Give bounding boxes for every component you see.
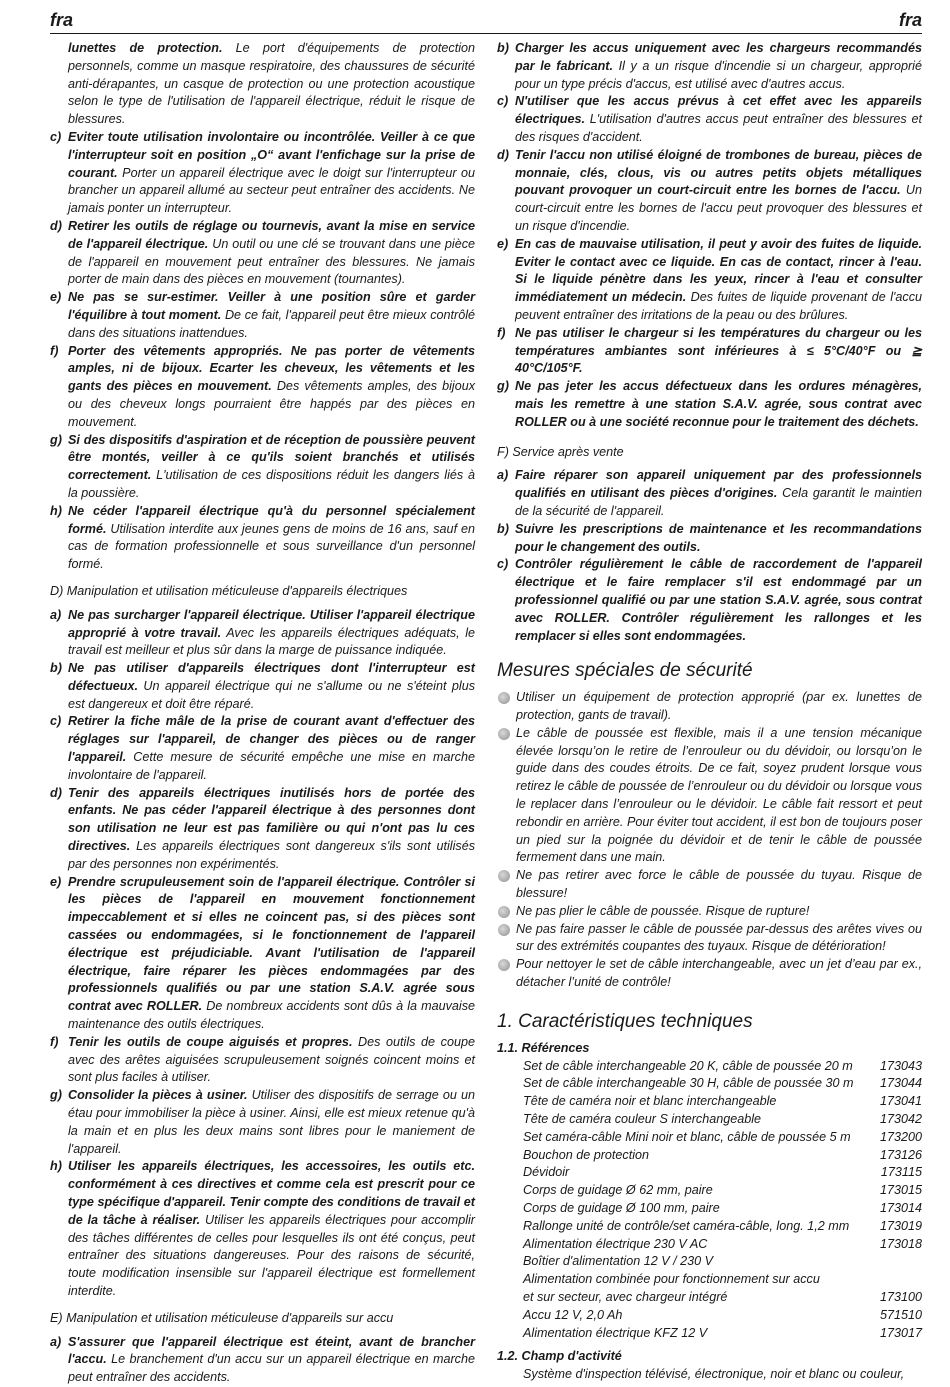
bullet-text: Le câble de poussée est flexible, mais il a une tension mécanique élevée lorsqu’on le retire de l’enrouleur ou du dévidoir, ou lorsqu’on le guide dans des coudes étroits. De ce fait, soyez prudent lorsque vous retirez le câble de poussée de l’enrouleur ou du dévidoir ou lorsque vous le replacer dans l’enrouleur ou le dévidoir. Le câble fait ressort et peut rebondir en arrière. Pour éviter tout accident, il est bon de toujours poser un pied sur la poignée du dévidoir et de tenir le câble de poussée fermement dans une main. xyxy=(516,725,922,865)
item-label: c) xyxy=(497,557,509,572)
item-lead: N'utiliser que les accus prévus à cet effet avec les appareils électriques. xyxy=(515,94,922,127)
item-lead: Porter des vêtements appropriés. Ne pas porter de vêtements amples, ni de bijoux. Ecarter les cheveux, les vêtements et les gants des pièces en mouvement. xyxy=(68,343,475,394)
item-lead: Ne pas se sur-estimer. Veiller à une position sûre et garder l'équilibre à tout moment. xyxy=(68,290,475,322)
reference-name: Corps de guidage Ø 100 mm, paire xyxy=(523,1201,720,1216)
table-row xyxy=(523,1075,922,1093)
list-item xyxy=(50,503,475,574)
table-row xyxy=(523,1236,922,1254)
table-row xyxy=(523,1307,922,1325)
table-row xyxy=(523,1218,922,1236)
list-item xyxy=(50,1034,475,1087)
bullet-text: Utiliser un équipement de protection approprié (par ex. lunettes de protection, gants de travail). xyxy=(516,690,922,723)
section-e-title: E) Manipulation et utilisation méticuleuse d'appareils sur accu xyxy=(50,1310,394,1325)
reference-code: 173115 xyxy=(880,1165,922,1180)
item-lead: Si des dispositifs d'aspiration et de réception de poussière peuvent être montés, veiller à ce qu'ils soient branchés et utilisés correctement. xyxy=(68,432,475,483)
list-item xyxy=(497,556,922,645)
item-label: g) xyxy=(50,1088,62,1103)
references-title: 1.1. Références xyxy=(497,1040,590,1055)
bullet-icon xyxy=(498,728,510,740)
table-row xyxy=(523,1093,922,1111)
reference-name: Corps de guidage Ø 62 mm, paire xyxy=(523,1183,713,1198)
reference-code: 173200 xyxy=(879,1129,922,1144)
item-lead: Ne céder l'appareil électrique qu'à du personnel spécialement formé. xyxy=(68,503,475,536)
reference-code: 173126 xyxy=(879,1147,922,1162)
list-item xyxy=(50,343,475,432)
item-label: b) xyxy=(50,661,62,676)
list-item xyxy=(50,129,475,218)
item-label: c) xyxy=(497,94,509,109)
list-item xyxy=(497,93,922,146)
list-item xyxy=(50,218,475,289)
list-item xyxy=(50,1158,475,1300)
item-lead: S'assurer que l'appareil électrique est éteint, avant de brancher l'accu. xyxy=(68,1334,475,1367)
list-item xyxy=(497,467,922,520)
bullet-item xyxy=(497,956,922,992)
item-text: Utiliser des dispositifs de serrage ou un étau pour immobiliser la pièce à usiner. Ainsi, elle est mieux retenue qu'à la main et en plus les deux mains sont libres pour le maniement de l'appareil. xyxy=(68,1088,475,1156)
item-label: a) xyxy=(50,1334,62,1349)
header-rule xyxy=(50,33,922,34)
bullet-item xyxy=(497,903,922,921)
list-item xyxy=(50,289,475,342)
item-lead: Ne pas surcharger l'appareil électrique. Utiliser l'appareil électrique approprié à votre travail. xyxy=(68,607,475,640)
item-lead: En cas de mauvaise utilisation, il peut y avoir des fuites de liquide. Eviter le contact avec ce liquide. En cas de contact, rincer à l'eau. Si le liquide pénètre dans les yeux, rincer à l'eau et consulter immédiatement un médecin. xyxy=(515,236,922,305)
bullet-icon xyxy=(498,959,510,971)
item-label: e) xyxy=(50,290,62,305)
item-label: f) xyxy=(50,1034,59,1049)
table-row xyxy=(523,1325,922,1343)
bullet-item xyxy=(497,867,922,903)
item-lead: Tenir des appareils électriques inutilisés hors de portée des enfants. Ne pas céder l'appareil électrique à des personnes dont son utilisation ne leur est pas familière ou qui n'ont pas lu ces directives. xyxy=(68,785,475,854)
item-text: Un appareil électrique qui ne s'allume ou ne s'éteint plus est dangereux et doit être réparé. xyxy=(68,678,475,711)
bullet-item xyxy=(497,921,922,957)
reference-code: 173043 xyxy=(879,1058,922,1073)
item-label: g) xyxy=(50,432,62,447)
list-item xyxy=(497,378,922,431)
bullet-icon xyxy=(498,924,510,936)
intro-lead: lunettes de protection. xyxy=(68,41,223,55)
reference-name: Boîtier d'alimentation 12 V / 230 V xyxy=(523,1254,714,1269)
reference-code: 173100 xyxy=(879,1290,922,1304)
item-text: Cette mesure de sécurité empêche une mise en marche involontaire de l'appareil. xyxy=(68,750,475,782)
reference-code xyxy=(873,1271,922,1289)
bullet-icon xyxy=(498,692,510,704)
reference-code: 173041 xyxy=(879,1094,922,1109)
item-label: e) xyxy=(50,874,62,889)
reference-code: 173018 xyxy=(879,1236,922,1251)
safety-items-e xyxy=(50,1334,475,1387)
item-lead: Ne pas utiliser d'appareils électriques dont l'interrupteur est défectueux. xyxy=(68,661,475,693)
item-lead: Tenir les outils de coupe aiguisés et propres. xyxy=(68,1034,353,1049)
list-item xyxy=(50,432,475,503)
item-text: Un court-circuit entre les bornes de l'accu peut provoquer des blessures et un risque d'incendie. xyxy=(515,183,922,233)
reference-name: Set de câble interchangeable 20 K, câble de poussée 20 m xyxy=(523,1058,853,1073)
reference-code xyxy=(873,1253,922,1271)
reference-name: et sur secteur, avec chargeur intégré xyxy=(523,1290,728,1304)
item-lead: Suivre les prescriptions de maintenance et les recommandations pour le changement des outils. xyxy=(515,521,922,554)
reference-name: Alimentation électrique KFZ 12 V xyxy=(523,1325,708,1340)
reference-code: 173014 xyxy=(879,1201,922,1216)
item-label: h) xyxy=(50,1159,62,1174)
list-item xyxy=(497,147,922,236)
item-label: a) xyxy=(497,468,509,483)
safety-items-f xyxy=(497,467,922,645)
table-row xyxy=(523,1147,922,1165)
reference-name: Alimentation électrique 230 V AC xyxy=(523,1236,708,1251)
table-row xyxy=(523,1182,922,1200)
safety-items-c xyxy=(50,129,475,574)
item-text: Le branchement d'un accu sur un appareil électrique en marche peut entraîner des accidents. xyxy=(68,1352,475,1385)
list-item xyxy=(50,1334,475,1387)
section-f-title: F) Service après vente xyxy=(497,444,624,459)
item-text: Avec les appareils électriques adéquats, le travail est meilleur et plus sûr dans la marge de puissance indiquée. xyxy=(68,625,476,658)
item-lead: Utiliser les appareils électriques, les accessoires, les outils etc. conformément à ces directives et comme cela est prescrit pour ce type spécifique d'appareil. Tenir compte des conditions de travail et de la tâche à réaliser. xyxy=(68,1159,475,1227)
item-lead: Ne pas utiliser le chargeur si les températures du chargeur ou les températures ambiantes sont inférieures à ≤ 5°C/40°F ou ≧ 40°C/105°F. xyxy=(515,325,922,376)
item-label: b) xyxy=(497,521,509,536)
item-lead: Faire réparer son appareil uniquement par des professionnels qualifiés en utilisant des pièces d'origines. xyxy=(515,468,922,501)
bullet-text: Ne pas retirer avec force le câble de poussée du tuyau. Risque de blessure! xyxy=(516,868,922,901)
item-text: De ce fait, l'appareil peut être mieux contrôlé dans des situations inattendues. xyxy=(68,307,475,340)
list-item xyxy=(497,40,922,93)
intro-paragraph xyxy=(50,40,475,129)
item-text: L'utilisation d'autres accus peut entraîner des blessures et des risques d'accident. xyxy=(515,112,922,144)
bullet-text: Pour nettoyer le set de câble interchangeable, avec un jet d’eau par ex., détacher l’unité de contrôle! xyxy=(516,957,922,990)
item-label: b) xyxy=(497,41,509,55)
item-text: Utiliser les appareils électriques pour accomplir des tâches différentes de celles pour lesquelles ils ont été conçus, peut entraîner des situations dangereuses. Pour des raisons de sécurité, toute modification insensible sur l'appareil électrique est formellement interdite. xyxy=(68,1212,475,1298)
reference-code: 173044 xyxy=(879,1076,922,1091)
item-text: Utilisation interdite aux jeunes gens de moins de 16 ans, sauf en cas de formation professionnelle et sous surveillance d'un personnel formé. xyxy=(68,521,475,572)
section-d-title: D) Manipulation et utilisation méticuleuse d'appareils électriques xyxy=(50,583,408,598)
reference-name: Bouchon de protection xyxy=(523,1147,650,1162)
item-label: f) xyxy=(497,325,506,340)
item-label: c) xyxy=(50,129,62,144)
item-lead: Tenir l'accu non utilisé éloigné de trombones de bureau, pièces de monnaie, clés, clous, vis ou autres petits objets métalliques pouvant provoquer un court-circuit entre les bornes de l'accu. xyxy=(515,147,922,198)
item-label: h) xyxy=(50,503,62,518)
bullet-item xyxy=(497,725,922,867)
item-lead: Consolider la pièces à usiner. xyxy=(68,1088,248,1103)
table-row xyxy=(523,1253,922,1271)
item-label: f) xyxy=(50,343,59,358)
table-row xyxy=(523,1271,922,1289)
item-lead: Ne pas jeter les accus défectueux dans les ordures ménagères, mais les remettre à une station S.A.V. agrée, sous contrat avec ROLLER ou à une société reconnue pour le traitement des déchets. xyxy=(515,379,922,429)
list-item xyxy=(50,660,475,713)
bullet-text: Ne pas faire passer le câble de poussée par-dessus des arêtes vives ou sur des extrémités coupantes des tuyaux. Risque de détérioration! xyxy=(516,921,922,954)
reference-code: 173015 xyxy=(879,1183,922,1198)
left-column xyxy=(50,40,475,1387)
field-of-activity-text: Système d'inspection télévisé, électronique, noir et blanc ou couleur, xyxy=(523,1367,905,1382)
item-lead: Retirer les outils de réglage ou tournevis, avant la mise en service de l'appareil électrique. xyxy=(68,218,475,251)
tech-specs-title: 1. Caractéristiques techniques xyxy=(497,1010,753,1032)
item-lead: Charger les accus uniquement avec les chargeurs recommandés par le fabricant. xyxy=(515,41,922,73)
reference-name: Alimentation combinée pour fonctionnement sur accu xyxy=(523,1272,820,1287)
special-safety-title: Mesures spéciales de sécurité xyxy=(497,660,753,682)
table-row xyxy=(523,1164,922,1182)
item-label: c) xyxy=(50,714,62,729)
item-text: Il y a un risque d'incendie si un chargeur, approprié pour un type précis d'accus, est utilisé avec d'autres accus. xyxy=(515,58,922,91)
item-lead: Contrôler régulièrement le câble de raccordement de l'appareil électrique et le faire remplacer s'il est endommagé par un professionnel qualifié ou par une station S.A.V. agrée, sous contrat avec ROLLER. Contrôler régulièrement les rallonges et les remplacer si elles sont endommagées. xyxy=(515,557,922,643)
list-item xyxy=(497,236,922,325)
reference-name: Tête de caméra noir et blanc interchangeable xyxy=(523,1094,777,1109)
item-text: Des vêtements amples, des bijoux ou des cheveux longs pourraient être happés par des pièces en mouvement. xyxy=(68,379,476,429)
table-row xyxy=(523,1289,922,1307)
list-item xyxy=(497,325,922,378)
bullet-icon xyxy=(498,906,510,918)
reference-name: Rallonge unité de contrôle/set caméra-câble, long. 1,2 mm xyxy=(523,1218,850,1233)
item-label: d) xyxy=(50,218,62,233)
item-text: Les appareils électriques sont dangereux s'ils sont utilisés par des personnes non expérimentés. xyxy=(68,839,475,871)
item-text: Des outils de coupe avec des arêtes aiguisées scrupuleusement soignés coincent moins et sont plus faciles à utiliser. xyxy=(68,1034,475,1085)
reference-name: Tête de caméra couleur S interchangeable xyxy=(523,1112,762,1127)
references-table xyxy=(523,1058,922,1343)
list-item xyxy=(50,713,475,784)
table-row xyxy=(523,1200,922,1218)
item-lead: Eviter toute utilisation involontaire ou incontrôlée. Veiller à ce que l'interrupteur soit en position „O“ avant l'enfichage sur la prise de courant. xyxy=(68,129,475,180)
reference-code: 571510 xyxy=(879,1307,922,1322)
table-row xyxy=(523,1058,922,1076)
table-row xyxy=(523,1129,922,1147)
item-label: a) xyxy=(50,607,62,622)
bullet-icon xyxy=(498,870,510,882)
reference-code: 173017 xyxy=(879,1325,922,1340)
item-text: Des fuites de liquide provenant de l'accu peuvent entraîner des irritations de la peau ou des brûlures. xyxy=(515,290,923,322)
reference-name: Set de câble interchangeable 30 H, câble de poussée 30 m xyxy=(523,1076,854,1091)
reference-name: Set caméra-câble Mini noir et blanc, câble de poussée 5 m xyxy=(523,1129,851,1144)
item-text: De nombreux accidents sont dûs à la mauvaise maintenance des outils électriques. xyxy=(68,999,476,1032)
item-label: d) xyxy=(497,147,509,162)
list-item xyxy=(50,1087,475,1158)
item-label: e) xyxy=(497,236,509,251)
item-label: d) xyxy=(50,785,62,800)
item-label: g) xyxy=(497,379,509,394)
right-column xyxy=(497,40,922,1384)
field-of-activity-title: 1.2. Champ d'activité xyxy=(497,1349,622,1364)
list-item xyxy=(50,607,475,660)
table-row xyxy=(523,1111,922,1129)
item-text: L'utilisation de ces dispositions réduit les dangers liés à la poussière. xyxy=(68,468,475,500)
item-text: Cela garantit le maintien de la sécurité de l'appareil. xyxy=(515,486,923,518)
item-lead: Retirer la fiche mâle de la prise de courant avant d'effectuer des réglages sur l'appareil, de changer des pièces ou de ranger l'appareil. xyxy=(68,714,475,765)
special-safety-list xyxy=(497,689,922,992)
safety-items-d xyxy=(50,607,475,1301)
list-item xyxy=(497,521,922,557)
page-language-right: fra xyxy=(898,10,922,30)
reference-code: 173042 xyxy=(879,1112,922,1127)
item-text: Un outil ou une clé se trouvant dans une pièce de l'appareil en mouvement peut entraîner des blessures. Ne jamais porter de main dans des pièces en mouvement (tournantes). xyxy=(68,236,475,287)
intro-text: Le port d'équipements de protection personnels, comme un masque respiratoire, des chaussures de sécurité anti-dérapantes, un casque de protection ou une protection acoustique selon le type de l'utilisation de l'appareil électrique, réduit le risque de blessures. xyxy=(68,41,475,127)
list-item xyxy=(50,874,475,1034)
bullet-text: Ne pas plier le câble de poussée. Risque de rupture! xyxy=(516,903,810,918)
reference-code: 173019 xyxy=(879,1218,922,1233)
reference-name: Accu 12 V, 2,0 Ah xyxy=(523,1307,623,1322)
item-text: Porter un appareil électrique avec le doigt sur l'interrupteur ou brancher un appareil allumé au secteur peut entraîner des accidents. Ne jamais ponter un interrupteur. xyxy=(68,165,475,216)
safety-items-e-continued xyxy=(497,40,922,432)
item-lead: Prendre scrupuleusement soin de l'appareil électrique. Contrôler si les pièces de l'appareil en mouvement fonctionnement impeccablement et si elles ne coincent pas, si des pièces sont cassées ou endommagées, si le fonctionnement de l'appareil électrique est préjudiciable. Avant l'utilisation de l'appareil électrique, faire réparer les pièces endommagées par des professionnels qualifiés ou par une station S.A.V. agrée sous contrat avec ROLLER. xyxy=(68,874,475,1014)
reference-name: Dévidoir xyxy=(523,1165,570,1180)
page-language-left: fra xyxy=(50,10,74,30)
list-item xyxy=(50,785,475,874)
bullet-item xyxy=(497,689,922,725)
